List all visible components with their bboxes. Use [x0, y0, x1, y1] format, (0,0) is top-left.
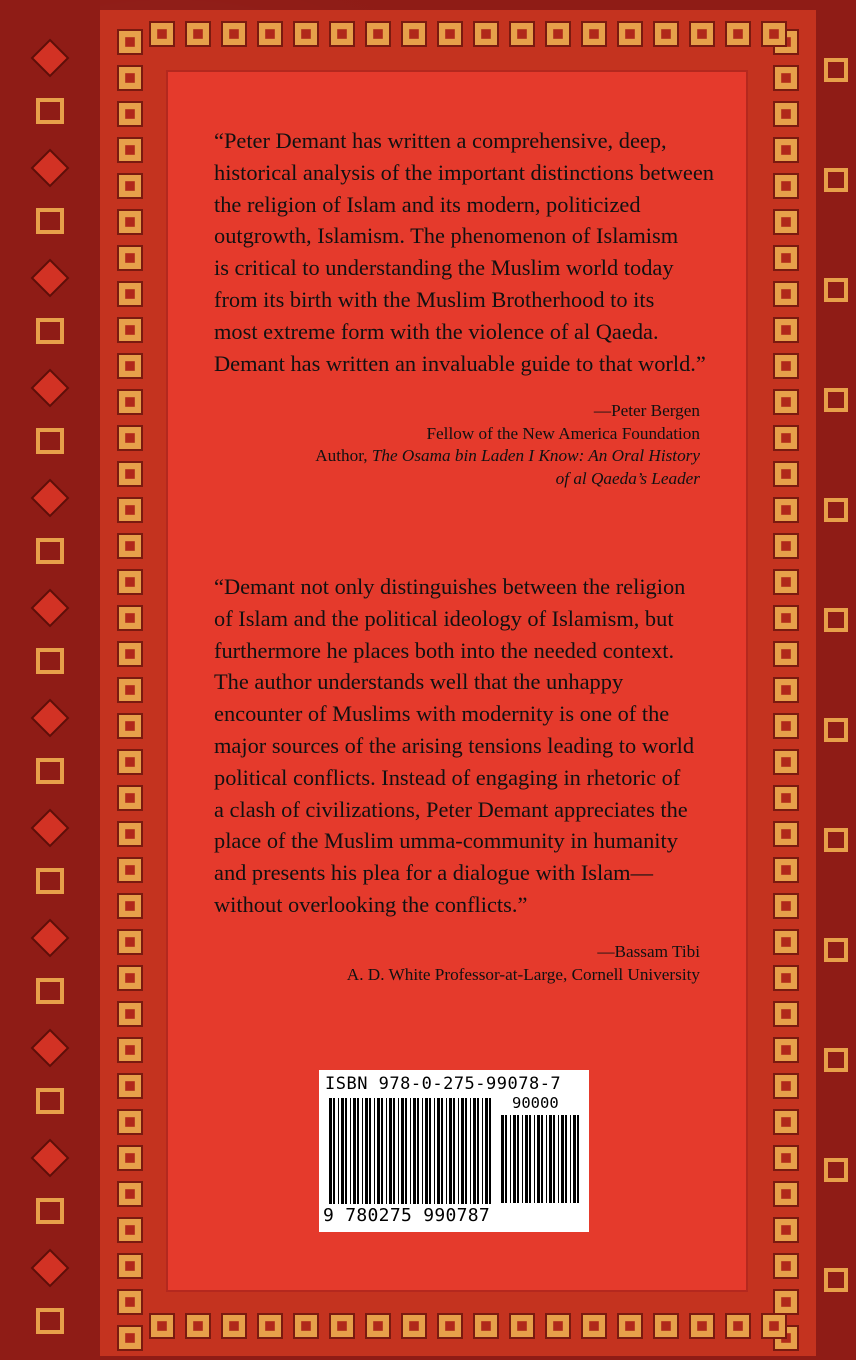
quote-line: is critical to understanding the Muslim world today — [214, 255, 674, 281]
quote-line: from its birth with the Muslim Brotherhood to its — [214, 286, 655, 312]
quote-line: political conflicts. Instead of engaging in rhetoric of — [214, 764, 681, 790]
quote-line: major sources of the arising tensions leading to world — [214, 732, 695, 758]
attribution-book-prefix: Author, — [315, 446, 372, 465]
attribution-book-title: The Osama bin Laden I Know: An Oral History — [371, 446, 700, 465]
quote-line: “Demant not only distinguishes between the religion — [214, 574, 686, 599]
quote-line: furthermore he places both into the needed context. — [214, 637, 675, 663]
quote-line: and presents his plea for a dialogue with Islam— — [214, 860, 653, 886]
quote-peter-bergen — [214, 125, 714, 379]
attribution-role: Fellow of the New America Foundation — [426, 423, 700, 443]
quote-line: The author understands well that the unhappy — [214, 669, 624, 695]
quote-line: historical analysis of the important distinctions between — [214, 159, 714, 185]
quote-line: of Islam and the political ideology of Islamism, but — [214, 605, 674, 631]
quote-line: most extreme form with the violence of al Qaeda. — [214, 318, 659, 344]
isbn-barcode — [319, 1070, 589, 1232]
addon-barcode-bars — [501, 1115, 581, 1203]
attribution-book-cont — [315, 468, 700, 491]
price-code: 90000 — [512, 1094, 559, 1112]
quote-line: encounter of Muslims with modernity is one of the — [214, 701, 670, 727]
attribution-bassam-tibi — [347, 941, 700, 986]
ean-digits: 9 780275 990787 — [323, 1205, 491, 1226]
quote-line: a clash of civilizations, Peter Demant appreciates the — [214, 796, 688, 822]
attribution-peter-bergen — [315, 400, 700, 490]
attribution-name: —Peter Bergen — [593, 401, 700, 420]
quote-line: Demant has written an invaluable guide to that world.” — [214, 350, 706, 376]
quote-bassam-tibi — [214, 571, 714, 921]
red-text-panel — [166, 70, 748, 1292]
attribution-name: —Bassam Tibi — [597, 942, 700, 961]
quote-line: the religion of Islam and its modern, politicized — [214, 191, 641, 217]
isbn-label: ISBN 978-0-275-99078-7 — [325, 1074, 562, 1094]
ean-barcode-bars — [329, 1098, 495, 1204]
quote-line: outgrowth, Islamism. The phenomenon of Islamism — [214, 223, 679, 249]
quote-line: place of the Muslim umma-community in humanity — [214, 828, 678, 854]
quote-line: without overlooking the conflicts.” — [214, 891, 528, 917]
attribution-role: A. D. White Professor-at-Large, Cornell University — [346, 964, 700, 984]
attribution-book-title-cont: of al Qaeda’s Leader — [555, 468, 700, 488]
quote-line: “Peter Demant has written a comprehensive, deep, — [214, 128, 667, 153]
attribution-book — [315, 445, 700, 468]
